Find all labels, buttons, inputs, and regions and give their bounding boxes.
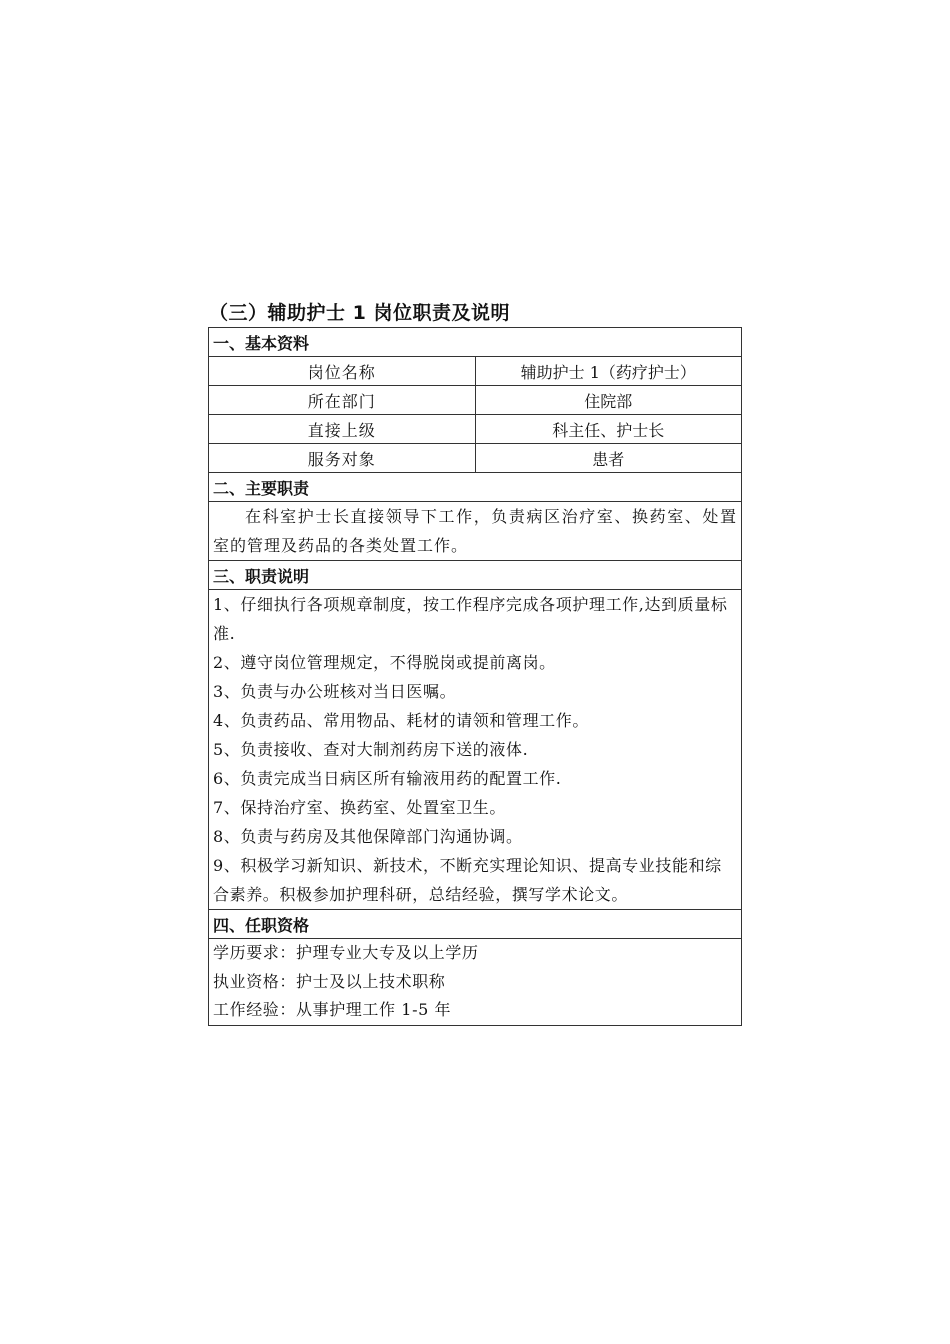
duty-item: 7、保持治疗室、换药室、处置室卫生。 [213,798,506,817]
main-duty-row [209,502,742,561]
info-value: 辅助护士 1（药疗护士） [475,357,742,386]
info-row [209,415,742,444]
duty-item: 8、负责与药房及其他保障部门沟通协调。 [213,827,523,846]
info-row [209,444,742,473]
info-label: 岗位名称 [209,357,476,386]
duty-item: 6、负责完成当日病区所有输液用药的配置工作. [213,769,562,788]
section-basic-info: 一、基本资料 [209,328,742,357]
info-value: 患者 [475,444,742,473]
section-main-duty: 二、主要职责 [209,473,742,502]
qualification-item: 执业资格：护士及以上技术职称 [213,971,446,991]
duty-item: 4、负责药品、常用物品、耗材的请领和管理工作。 [213,711,589,730]
duty-item: 9、积极学习新知识、新技术，不断充实理论知识、提高专业技能和综合素养。积极参加护理科研，总结经验，撰写学术论文。 [213,856,722,904]
info-label: 服务对象 [209,444,476,473]
info-label: 所在部门 [209,386,476,415]
duty-item: 1、仔细执行各项规章制度，按工作程序完成各项护理工作,达到质量标准. [213,595,728,643]
main-duty-text: 在科室护士长直接领导下工作，负责病区治疗室、换药室、处置室的管理及药品的各类处置工作。 [209,502,742,561]
job-description-table [208,327,742,1026]
duty-item: 2、遵守岗位管理规定，不得脱岗或提前离岗。 [213,653,556,672]
section-header-row [209,328,742,357]
duty-item: 3、负责与办公班核对当日医嘱。 [213,682,457,701]
duty-item: 5、负责接收、查对大制剂药房下送的液体. [213,740,529,759]
duties-cell [209,590,742,910]
info-row [209,386,742,415]
section-duty-description: 三、职责说明 [209,561,742,590]
info-value: 住院部 [475,386,742,415]
qualifications-row [209,939,742,1026]
qualifications-cell [209,939,742,1026]
info-value: 科主任、护士长 [475,415,742,444]
duties-row [209,590,742,910]
qualification-item: 工作经验：从事护理工作 1-5 年 [213,1000,452,1019]
qualification-item: 学历要求：护理专业大专及以上学历 [213,943,479,962]
info-label: 直接上级 [209,415,476,444]
info-row [209,357,742,386]
section-header-row [209,473,742,502]
section-header-row [209,561,742,590]
section-qualification: 四、任职资格 [209,910,742,939]
document-title: （三）辅助护士 1 岗位职责及说明 [209,302,510,324]
section-header-row [209,910,742,939]
